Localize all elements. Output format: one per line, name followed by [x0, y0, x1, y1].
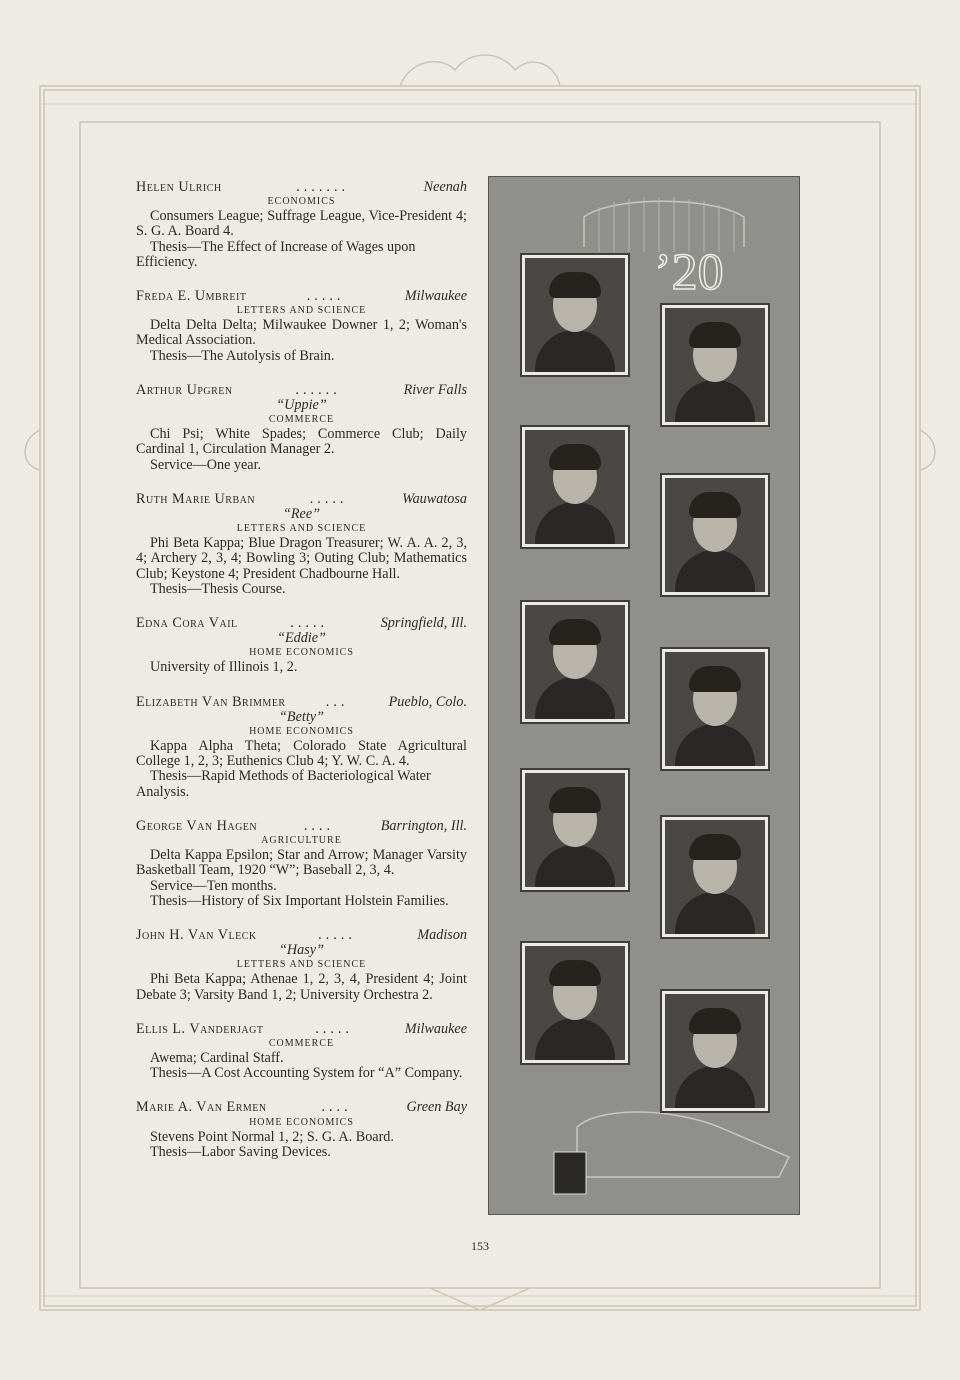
- student-entry: Edna Cora Vail ..... Springfield, Ill. “Eddie” HOME ECONOMICS University of Illinois 1, 2.: [136, 615, 467, 676]
- portrait-photo: [522, 602, 628, 722]
- hometown: Springfield, Ill.: [380, 615, 467, 632]
- thesis: Thesis—Rapid Methods of Bacteriological Water Analysis.: [136, 768, 431, 800]
- course: LETTERS AND SCIENCE: [236, 523, 367, 535]
- service: Service—One year.: [150, 456, 262, 473]
- class-year: ’20: [654, 244, 724, 301]
- student-name: Edna Cora Vail: [136, 615, 238, 632]
- hometown: Neenah: [423, 179, 467, 195]
- nickname: “Eddie”: [277, 630, 326, 647]
- course: LETTERS AND SCIENCE: [236, 305, 367, 317]
- activities: Delta Delta Delta; Milwaukee Downer 1, 2; Woman's Medical Association.: [136, 317, 467, 349]
- activities: Consumers League; Suffrage League, Vice-President 4; S. G. A. Board 4.: [136, 208, 467, 240]
- course: HOME ECONOMICS: [249, 726, 354, 738]
- student-entry: George Van Hagen .... Barrington, Ill. AGRICULTURE Delta Kappa Epsilon; Star and Arrow; Manager Varsity Basketball Team, 1920 “W”; Baseball 2, 3, 4. Service—Ten months. Thesis—History of Six Important Holstein Families.: [136, 817, 467, 909]
- hometown: Milwaukee: [404, 288, 467, 305]
- student-entry: John H. Van Vleck ..... Madison “Hasy” LETTERS AND SCIENCE Phi Beta Kappa; Athenae 1, 2, 3, 4, President 4; Joint Debate 3; Varsity Band 1, 2; University Orchestra 2.: [136, 926, 467, 1003]
- student-name: Elizabeth Van Brimmer: [136, 693, 286, 710]
- thesis: Thesis—The Effect of Increase of Wages upon Efficiency.: [136, 238, 416, 270]
- hometown: Pueblo, Colo.: [388, 693, 467, 710]
- portrait-photo: [662, 649, 768, 769]
- hometown: Madison: [417, 926, 467, 943]
- hometown: Milwaukee: [404, 1020, 467, 1037]
- activities: Chi Psi; White Spades; Commerce Club; Daily Cardinal 1, Circulation Manager 2.: [136, 426, 467, 458]
- thesis: Thesis—Labor Saving Devices.: [150, 1143, 331, 1160]
- activities: Stevens Point Normal 1, 2; S. G. A. Board.: [150, 1128, 394, 1145]
- portrait-panel: [488, 176, 800, 1215]
- student-entry: Marie A. Van Ermen .... Green Bay HOME ECONOMICS Stevens Point Normal 1, 2; S. G. A. Board. Thesis—Labor Saving Devices.: [136, 1099, 467, 1160]
- student-entries: [136, 180, 467, 1179]
- nickname: “Uppie”: [276, 397, 327, 414]
- student-entry: Arthur Upgren ...... River Falls “Uppie” COMMERCE Chi Psi; White Spades; Commerce Club; Daily Cardinal 1, Circulation Manager 2. Service—One year.: [136, 381, 467, 473]
- student-name: Helen Ulrich: [136, 179, 222, 195]
- student-name: John H. Van Vleck: [136, 926, 257, 943]
- portrait-photo: [662, 817, 768, 937]
- portrait-photo: [662, 991, 768, 1111]
- student-entry: Freda E. Umbreit ..... Milwaukee LETTERS AND SCIENCE Delta Delta Delta; Milwaukee Downer 1, 2; Woman's Medical Association. Thesis—The Autolysis of Brain.: [136, 288, 467, 364]
- activities: University of Illinois 1, 2.: [150, 659, 298, 676]
- portrait-photo: [662, 305, 768, 425]
- course: ECONOMICS: [267, 196, 336, 208]
- course: HOME ECONOMICS: [249, 1116, 354, 1128]
- portrait-photo: [662, 475, 768, 595]
- service: Service—Ten months.: [150, 877, 277, 894]
- student-entry: Helen Ulrich ....... Neenah ECONOMICS Consumers League; Suffrage League, Vice-President 4; S. G. A. Board 4. Thesis—The Effect of Increase of Wages upon Efficiency.: [136, 179, 467, 270]
- portrait-photo: [522, 427, 628, 547]
- hometown: Green Bay: [406, 1099, 467, 1116]
- course: AGRICULTURE: [261, 835, 342, 847]
- course: HOME ECONOMICS: [249, 647, 354, 659]
- course: COMMERCE: [268, 1037, 335, 1049]
- course: LETTERS AND SCIENCE: [236, 959, 367, 971]
- student-name: Arthur Upgren: [136, 381, 233, 398]
- activities: Kappa Alpha Theta; Colorado State Agricultural College 1, 2, 3; Euthenics Club 4; Y. W. C. A. 4.: [136, 738, 467, 770]
- nickname: “Ree”: [282, 506, 321, 523]
- portrait-photo: [522, 943, 628, 1063]
- thesis: Thesis—A Cost Accounting System for “A” Company.: [150, 1065, 463, 1082]
- thesis: Thesis—The Autolysis of Brain.: [150, 347, 335, 364]
- student-name: Ruth Marie Urban: [136, 490, 256, 507]
- activities: Delta Kappa Epsilon; Star and Arrow; Manager Varsity Basketball Team, 1920 “W”; Baseball 2, 3, 4.: [136, 847, 467, 879]
- student-name: George Van Hagen: [136, 817, 258, 834]
- activities: Phi Beta Kappa; Blue Dragon Treasurer; W. A. A. 2, 3, 4; Archery 2, 3, 4; Bowling 3; Outing Club; Mathematics Club; Keystone 4; President Chadbourne Hall.: [136, 535, 467, 582]
- student-entry: Ruth Marie Urban ..... Wauwatosa “Ree” LETTERS AND SCIENCE Phi Beta Kappa; Blue Dragon Treasurer; W. A. A. 2, 3, 4; Archery 2, 3, 4; Bowling 3; Outing Club; Mathematics Club; Keystone 4; President Chadbourne Hall. Thesis—Thesis Course.: [136, 490, 467, 597]
- hometown: Wauwatosa: [402, 490, 467, 507]
- student-entry: Ellis L. Vanderjagt ..... Milwaukee COMMERCE Awema; Cardinal Staff. Thesis—A Cost Accounting System for “A” Company.: [136, 1020, 467, 1082]
- student-name: Freda E. Umbreit: [136, 288, 247, 305]
- portrait-photo: [522, 770, 628, 890]
- student-name: Ellis L. Vanderjagt: [136, 1020, 264, 1037]
- nickname: “Hasy”: [279, 942, 324, 959]
- activities: Awema; Cardinal Staff.: [150, 1049, 284, 1066]
- thesis: Thesis—Thesis Course.: [150, 580, 286, 597]
- thesis: Thesis—History of Six Important Holstein Families.: [150, 892, 449, 909]
- page-number: 153: [471, 1239, 489, 1253]
- activities: Phi Beta Kappa; Athenae 1, 2, 3, 4, President 4; Joint Debate 3; Varsity Band 1, 2; University Orchestra 2.: [136, 971, 467, 1003]
- hometown: Barrington, Ill.: [380, 817, 467, 834]
- student-entry: Elizabeth Van Brimmer ... Pueblo, Colo. “Betty” HOME ECONOMICS Kappa Alpha Theta; Colorado State Agricultural College 1, 2, 3; Euthenics Club 4; Y. W. C. A. 4. Thesis—Rapid Methods of Bacteriological Water Analysis.: [136, 693, 467, 800]
- hometown: River Falls: [403, 381, 467, 398]
- portrait-photo: [522, 255, 628, 375]
- nickname: “Betty”: [279, 708, 324, 725]
- course: COMMERCE: [268, 414, 335, 426]
- student-name: Marie A. Van Ermen: [136, 1099, 267, 1116]
